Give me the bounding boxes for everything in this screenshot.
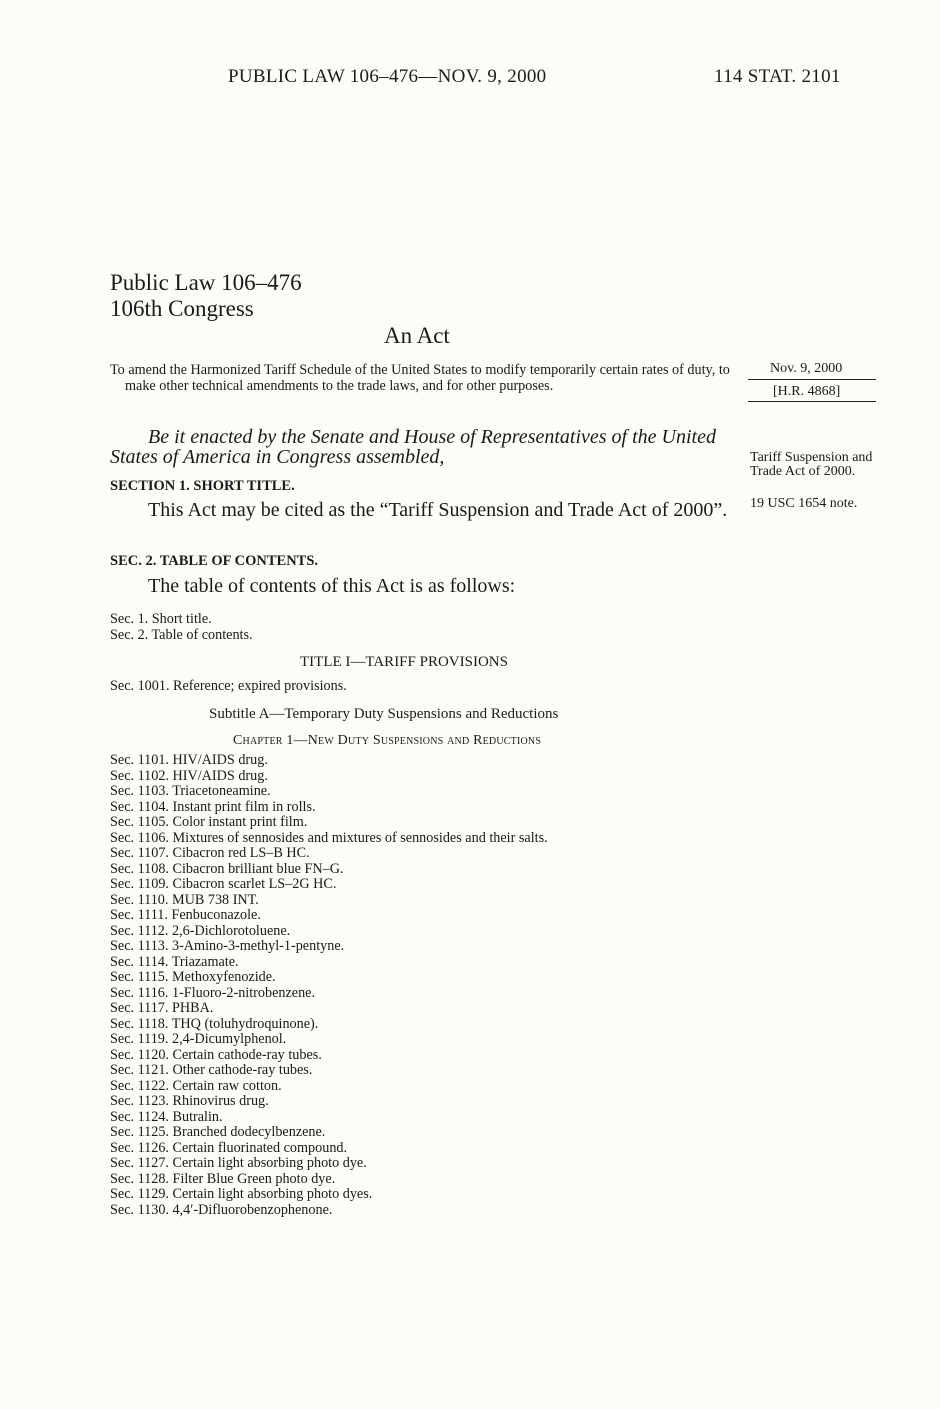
toc-entry: Sec. 1110. MUB 738 INT. [110,891,259,908]
enacting-clause: Be it enacted by the Senate and House of Representatives of the United States of America in Congress assembled, [110,426,716,468]
toc-subtitle-heading: Subtitle A—Temporary Duty Suspensions and Reductions [209,706,559,722]
toc-entry: Sec. 1. Short title. [110,611,212,627]
margin-rule [748,379,876,380]
toc-entry: Sec. 1128. Filter Blue Green photo dye. [110,1170,336,1187]
toc-entry: Sec. 1116. 1-Fluoro-2-nitrobenzene. [110,984,316,1001]
act-heading: An Act [384,323,450,348]
margin-date: Nov. 9, 2000 [770,361,843,376]
toc-title1-list [110,679,347,695]
toc-entry: Sec. 1108. Cibacron brilliant blue FN–G. [110,860,344,877]
toc-entry: Sec. 1107. Cibacron red LS–B HC. [110,845,310,861]
toc-entry: Sec. 1111. Fenbuconazole. [110,907,261,923]
margin-rule [748,401,876,402]
toc-entry: Sec. 1115. Methoxyfenozide. [110,969,276,985]
toc-entry: Sec. 1109. Cibacron scarlet LS–2G HC. [110,876,337,892]
toc-top-list [110,612,253,643]
margin-usc-note: 19 USC 1654 note. [750,496,858,511]
toc-title-heading: TITLE I—TARIFF PROVISIONS [300,654,508,670]
toc-entry: Sec. 1125. Branched dodecylbenzene. [110,1124,326,1140]
toc-entry: Sec. 1102. HIV/AIDS drug. [110,767,268,784]
toc-entry: Sec. 1101. HIV/AIDS drug. [110,752,268,768]
toc-entry: Sec. 1121. Other cathode-ray tubes. [110,1062,313,1078]
section-2-heading: SEC. 2. TABLE OF CONTENTS. [110,553,319,569]
toc-entry: Sec. 1126. Certain fluorinated compound. [110,1139,348,1156]
toc-entry: Sec. 1119. 2,4-Dicumylphenol. [110,1031,287,1047]
toc-entry: Sec. 1124. Butralin. [110,1108,223,1125]
section-2-body: The table of contents of this Act is as follows: [148,575,516,597]
toc-entry: Sec. 1113. 3-Amino-3-methyl-1-pentyne. [110,938,345,954]
toc-entry: Sec. 1112. 2,6-Dichlorotoluene. [110,922,291,939]
toc-chapter1-list [110,753,548,1218]
toc-entry: Sec. 1118. THQ (toluhydroquinone). [110,1015,319,1032]
toc-entry: Sec. 1104. Instant print film in rolls. [110,798,316,815]
toc-entry: Sec. 1129. Certain light absorbing photo dyes. [110,1186,373,1202]
toc-entry: Sec. 1120. Certain cathode-ray tubes. [110,1046,322,1063]
public-law-number: Public Law 106–476 [110,270,302,295]
purpose-clause: To amend the Harmonized Tariff Schedule of the United States to modify temporarily certain rates of duty, to make other technical amendments to the trade laws, and for other purposes. [110,362,730,394]
toc-entry: Sec. 1130. 4,4′-Difluorobenzophenone. [110,1201,333,1218]
section-1-body: This Act may be cited as the “Tariff Suspension and Trade Act of 2000”. [148,499,728,521]
toc-entry: Sec. 1117. PHBA. [110,1000,214,1016]
toc-entry: Sec. 1106. Mixtures of sennosides and mixtures of sennosides and their salts. [110,829,548,846]
running-header-left: PUBLIC LAW 106–476—NOV. 9, 2000 [228,66,547,87]
section-1-heading: SECTION 1. SHORT TITLE. [110,478,295,494]
margin-short-title-note: Tariff Suspension and Trade Act of 2000. [750,450,873,479]
toc-entry: Sec. 1001. Reference; expired provisions. [110,678,347,694]
toc-chapter-heading: Chapter 1—New Duty Suspensions and Reductions [233,733,542,748]
toc-entry: Sec. 1103. Triacetoneamine. [110,783,271,799]
toc-entry: Sec. 2. Table of contents. [110,626,253,643]
toc-entry: Sec. 1123. Rhinovirus drug. [110,1093,269,1109]
toc-entry: Sec. 1105. Color instant print film. [110,814,308,830]
toc-entry: Sec. 1122. Certain raw cotton. [110,1077,282,1094]
toc-entry: Sec. 1127. Certain light absorbing photo dye. [110,1155,367,1171]
margin-bill-number: [H.R. 4868] [773,384,841,399]
toc-entry: Sec. 1114. Triazamate. [110,953,239,970]
congress-label: 106th Congress [110,296,254,321]
running-header-page: 114 STAT. 2101 [714,66,841,87]
